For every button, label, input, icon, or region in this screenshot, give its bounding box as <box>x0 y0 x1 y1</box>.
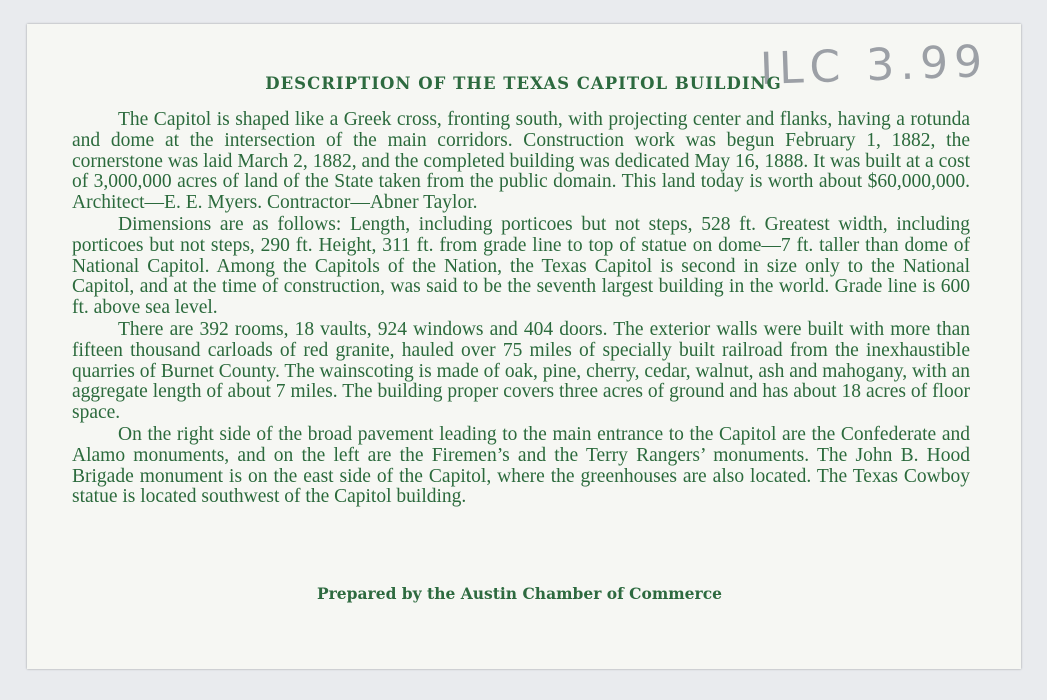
page-title: DESCRIPTION OF THE TEXAS CAPITOL BUILDING <box>265 74 782 93</box>
paragraph-dimensions: Dimensions are as follows: Length, including porticoes but not steps, 528 ft. Greatest width, including porticoes but not steps, 290 ft. Height, 311 ft. from grade line to top of statue on dome—7 ft. taller than dome of National Capitol. Among the Capitols of the Nation, the Texas Capitol is second in size only to the National Capitol, and at the time of construction, was said to be the seventh largest building in the world. Grade line is 600 ft. above sea level. <box>72 213 970 319</box>
handwritten-annotation: ILC 3.99 <box>759 36 989 95</box>
description-body <box>72 110 970 509</box>
paragraph-history: The Capitol is shaped like a Greek cross, fronting south, with projecting center and flanks, having a rotunda and dome at the intersection of the main corridors. Construction work was begun February 1, 1882, the cornerstone was laid March 2, 1882, and the completed building was dedicated May 16, 1888. It was built at a cost of 3,000,000 acres of land of the State taken from the public domain. This land today is worth about $60,000,000. Architect—E. E. Myers. Contractor—Abner Taylor. <box>72 109 970 214</box>
paragraph-monuments: On the right side of the broad pavement leading to the main entrance to the Capitol are the Confederate and Alamo monuments, and on the left are the Firemen’s and the Terry Rangers’ monuments. The John B. Hood Brigade monument is on the east side of the Capitol, where the greenhouses are also located. The Texas Cowboy statue is located southwest of the Capitol building. <box>72 423 970 508</box>
paragraph-construction: There are 392 rooms, 18 vaults, 924 windows and 404 doors. The exterior walls were built with more than fifteen thousand carloads of red granite, hauled over 75 miles of specially built railroad from the inexhaustible quarries of Burnet County. The wainscoting is made of oak, pine, cherry, cedar, walnut, ash and mahogany, with an aggregate length of about 7 miles. The building proper covers three acres of ground and has about 18 acres of floor space. <box>72 318 970 424</box>
footer-credit: Prepared by the Austin Chamber of Commerce <box>316 584 722 603</box>
